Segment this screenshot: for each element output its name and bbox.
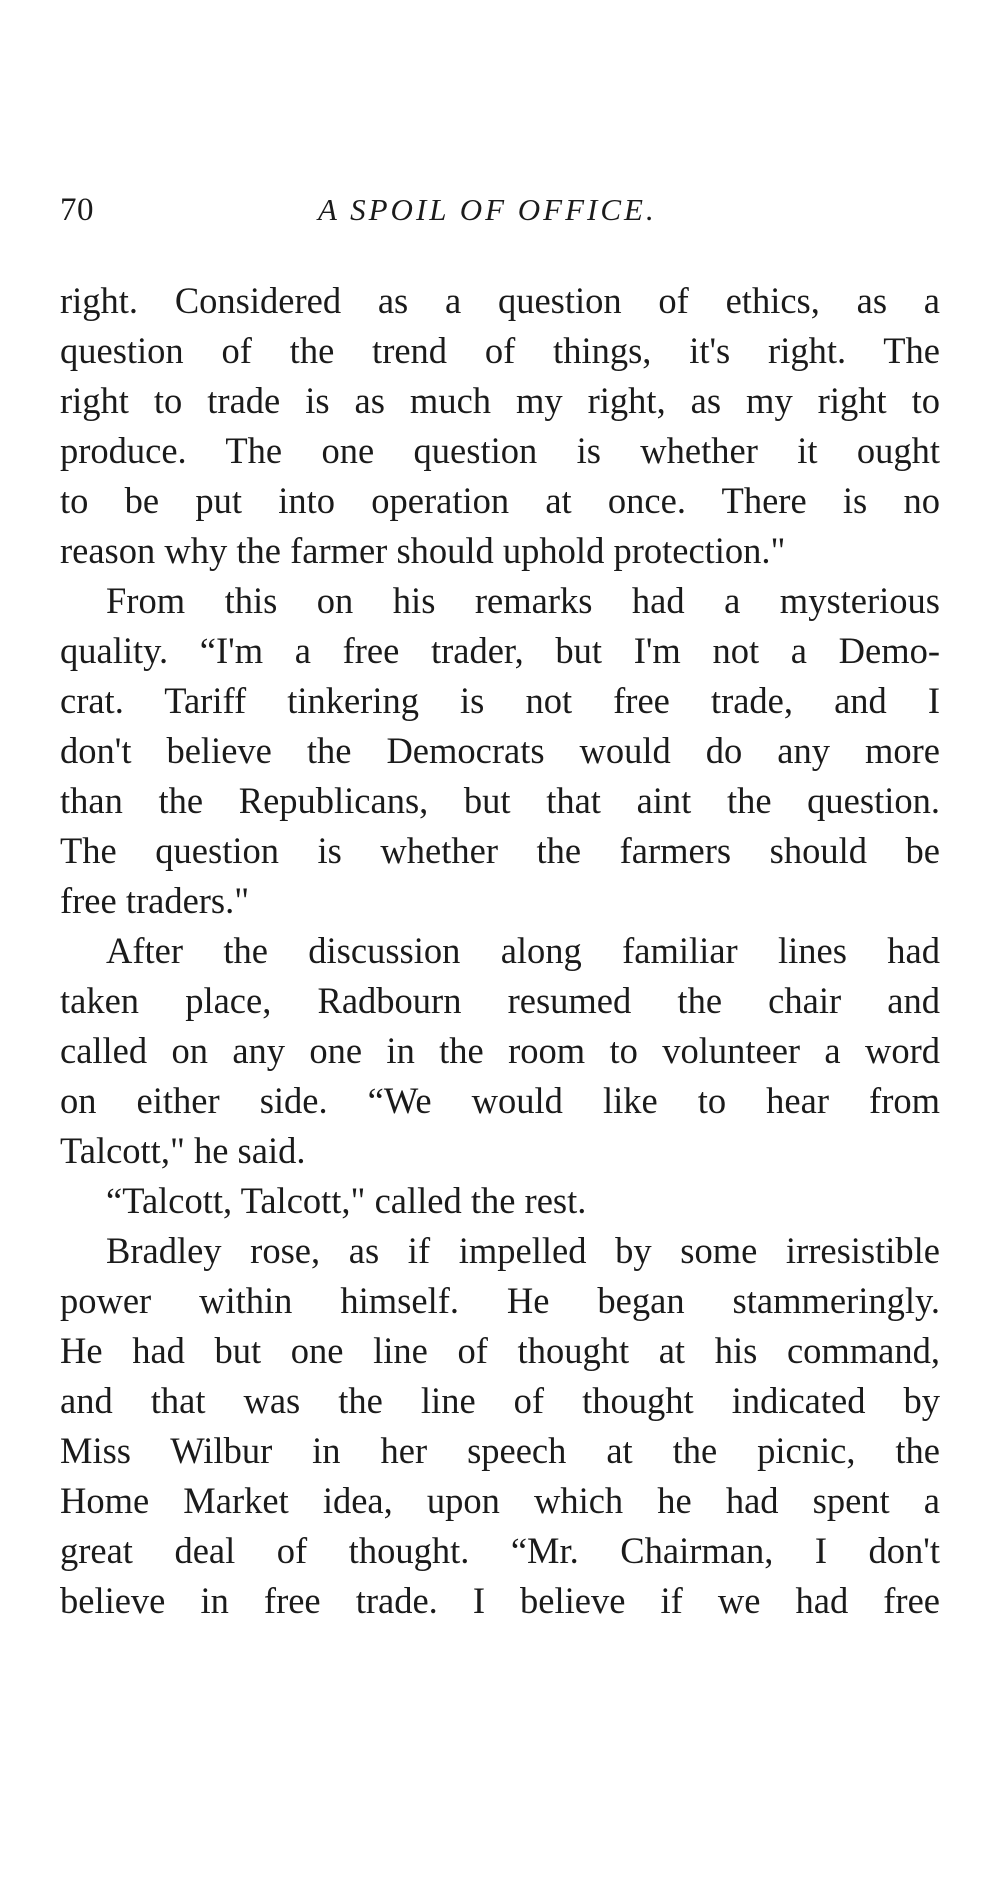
page-header (60, 190, 940, 236)
text-line: and that was the line of thought indicated by (60, 1380, 940, 1421)
text-line: reason why the farmer should uphold protection." (60, 530, 786, 571)
text-line: produce. The one question is whether it ought (60, 430, 940, 471)
body-text (60, 276, 940, 1626)
text-line: From this on his remarks had a mysterious (106, 580, 940, 621)
text-line: on either side. “We would like to hear from (60, 1080, 940, 1121)
text-line: crat. Tariff tinkering is not free trade, and I (60, 680, 940, 721)
text-line: He had but one line of thought at his command, (60, 1330, 940, 1371)
text-line: Home Market idea, upon which he had spent a (60, 1480, 940, 1521)
text-line: power within himself. He began stammeringly. (60, 1280, 940, 1321)
page-number: 70 (60, 192, 94, 228)
text-line: called on any one in the room to volunteer a word (60, 1030, 940, 1071)
text-line: free traders." (60, 880, 250, 921)
text-line: right. Considered as a question of ethics, as a (60, 280, 940, 321)
text-line: Miss Wilbur in her speech at the picnic, the (60, 1430, 940, 1471)
text-line: Talcott," he said. (60, 1130, 306, 1171)
text-line: quality. “I'm a free trader, but I'm not a Demo- (60, 630, 940, 671)
running-title: A SPOIL OF OFFICE. (318, 192, 657, 227)
text-line: Bradley rose, as if impelled by some irresistible (106, 1230, 940, 1271)
text-line: The question is whether the farmers should be (60, 830, 940, 871)
text-line: After the discussion along familiar lines had (106, 930, 940, 971)
text-line: great deal of thought. “Mr. Chairman, I don't (60, 1530, 940, 1571)
text-line: believe in free trade. I believe if we had free (60, 1580, 940, 1621)
text-line: right to trade is as much my right, as my right to (60, 380, 940, 421)
text-line: to be put into operation at once. There is no (60, 480, 940, 521)
text-line: don't believe the Democrats would do any more (60, 730, 940, 771)
text-line: “Talcott, Talcott," called the rest. (106, 1180, 587, 1221)
text-line: question of the trend of things, it's right. The (60, 330, 940, 371)
text-line: taken place, Radbourn resumed the chair and (60, 980, 940, 1021)
text-line: than the Republicans, but that aint the question. (60, 780, 940, 821)
